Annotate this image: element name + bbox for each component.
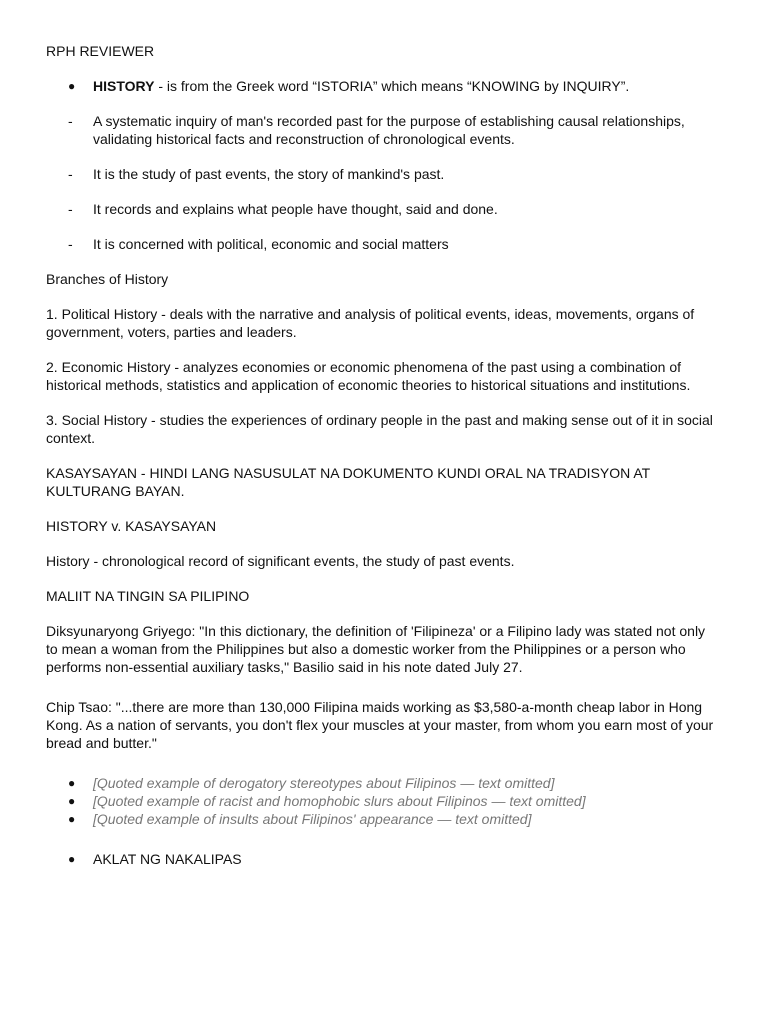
- dash-icon: -: [68, 201, 73, 217]
- history-point-text: A systematic inquiry of man's recorded past for the purpose of establishing causal relationships, validating historical facts and reconstruction of chronological events.: [93, 113, 685, 147]
- bullet-icon: ●: [68, 812, 76, 826]
- derogatory-example: [46, 774, 716, 792]
- derogatory-example: [46, 792, 716, 810]
- history-point: [46, 112, 716, 148]
- branches-heading: Branches of History: [46, 271, 169, 287]
- history-point-text: It records and explains what people have thought, said and done.: [93, 201, 498, 217]
- derogatory-example-text: [Quoted example of insults about Filipinos' appearance — text omitted]: [93, 811, 532, 827]
- dash-icon: -: [68, 113, 73, 129]
- tsao-quote: Chip Tsao: "...there are more than 130,000 Filipina maids working as $3,580-a-month cheap labor in Hong Kong. As a nation of servants, you don't flex your muscles at your master, from whom you earn most of your bread and butter.": [46, 699, 714, 751]
- kasaysayan-definition: KASAYSAYAN - HINDI LANG NASUSULAT NA DOKUMENTO KUNDI ORAL NA TRADISYON AT KULTURANG BAYAN.: [46, 465, 650, 499]
- derogatory-example: [46, 810, 716, 828]
- history-term: HISTORY: [93, 78, 155, 94]
- history-point-text: It is the study of past events, the story of mankind's past.: [93, 166, 445, 182]
- bullet-icon: ●: [68, 79, 76, 93]
- dash-icon: -: [68, 236, 73, 252]
- branch-item: 3. Social History - studies the experiences of ordinary people in the past and making sense out of it in social context.: [46, 412, 713, 446]
- history-point: [46, 200, 716, 218]
- bullet-icon: ●: [68, 776, 76, 790]
- history-vs-heading: HISTORY v. KASAYSAYAN: [46, 518, 217, 534]
- aklat-heading: [46, 850, 716, 868]
- bullet-icon: ●: [68, 794, 76, 808]
- dictionary-quote: Diksyunaryong Griyego: "In this dictionary, the definition of 'Filipineza' or a Filipino lady was stated not only to mean a woman from the Philippines but also a domestic worker from the Philippines or a person who performs non-essential auxiliary tasks," Basilio said in his note dated July 27.: [46, 623, 706, 675]
- dash-icon: -: [68, 166, 73, 182]
- derogatory-example-text: [Quoted example of racist and homophobic slurs about Filipinos — text omitted]: [93, 793, 586, 809]
- history-point-text: It is concerned with political, economic and social matters: [93, 236, 449, 252]
- branch-item: 1. Political History - deals with the narrative and analysis of political events, ideas, movements, organs of government, voters, parties and leaders.: [46, 306, 695, 340]
- history-definition-text: - is from the Greek word “ISTORIA” which means “KNOWING by INQUIRY”.: [154, 78, 630, 94]
- aklat-heading-text: AKLAT NG NAKALIPAS: [93, 851, 242, 867]
- history-point: [46, 235, 716, 253]
- maliit-heading: MALIIT NA TINGIN SA PILIPINO: [46, 588, 250, 604]
- history-short-definition: History - chronological record of significant events, the study of past events.: [46, 553, 515, 569]
- derogatory-example-text: [Quoted example of derogatory stereotypes about Filipinos — text omitted]: [93, 775, 555, 791]
- history-point: [46, 165, 716, 183]
- bullet-icon: ●: [68, 852, 76, 866]
- branch-item: 2. Economic History - analyzes economies or economic phenomena of the past using a combination of historical methods, statistics and application of economic theories to historical situations and institutions.: [46, 359, 691, 393]
- document-title: RPH REVIEWER: [46, 43, 155, 59]
- history-definition: [46, 77, 716, 95]
